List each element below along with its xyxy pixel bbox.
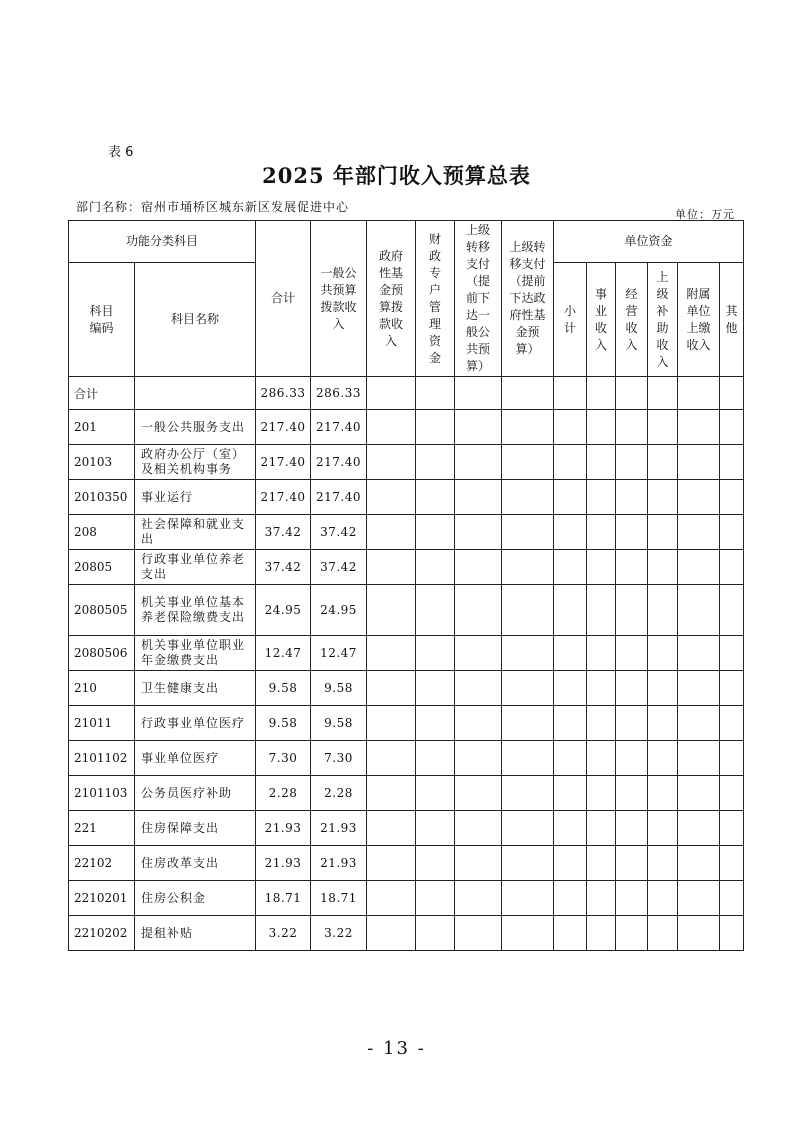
- empty-cell: [616, 410, 648, 445]
- empty-cell: [678, 445, 720, 480]
- empty-cell: [416, 585, 455, 636]
- empty-cell: [648, 671, 678, 706]
- row-total: 7.30: [256, 741, 311, 776]
- empty-cell: [502, 636, 554, 671]
- empty-cell: [455, 846, 502, 881]
- empty-cell: [416, 741, 455, 776]
- row-name: 社会保障和就业支出: [135, 515, 256, 550]
- empty-cell: [648, 636, 678, 671]
- empty-cell: [587, 776, 616, 811]
- empty-cell: [554, 916, 587, 951]
- empty-cell: [587, 846, 616, 881]
- empty-cell: [678, 741, 720, 776]
- empty-cell: [648, 410, 678, 445]
- row-name: 事业运行: [135, 480, 256, 515]
- row-total: 3.22: [256, 916, 311, 951]
- row-total: 286.33: [256, 377, 311, 410]
- empty-cell: [678, 480, 720, 515]
- empty-cell: [616, 377, 648, 410]
- row-name: 住房公积金: [135, 881, 256, 916]
- empty-cell: [554, 585, 587, 636]
- empty-cell: [416, 377, 455, 410]
- row-general-budget: 7.30: [311, 741, 367, 776]
- empty-cell: [416, 515, 455, 550]
- table-row: [69, 636, 744, 671]
- header-fiscal-special: 财政专户管理资金: [416, 221, 455, 377]
- empty-cell: [648, 445, 678, 480]
- row-total: 21.93: [256, 811, 311, 846]
- empty-cell: [455, 776, 502, 811]
- empty-cell: [367, 410, 416, 445]
- empty-cell: [554, 377, 587, 410]
- empty-cell: [455, 410, 502, 445]
- empty-cell: [502, 741, 554, 776]
- row-general-budget: 37.42: [311, 515, 367, 550]
- empty-cell: [416, 881, 455, 916]
- table-row: [69, 846, 744, 881]
- row-general-budget: 37.42: [311, 550, 367, 585]
- empty-cell: [502, 846, 554, 881]
- header-subtotal: 小计: [554, 263, 587, 377]
- row-name: 公务员医疗补助: [135, 776, 256, 811]
- empty-cell: [678, 515, 720, 550]
- empty-cell: [455, 585, 502, 636]
- row-total: 217.40: [256, 410, 311, 445]
- department-name: 部门名称：宿州市埇桥区城东新区发展促进中心: [76, 200, 350, 214]
- header-transfer-general: 上级转移支付（提前下达一般公共预算）: [455, 221, 502, 377]
- empty-cell: [678, 706, 720, 741]
- empty-cell: [455, 480, 502, 515]
- row-name: 提租补贴: [135, 916, 256, 951]
- empty-cell: [720, 480, 744, 515]
- table-row: [69, 585, 744, 636]
- empty-cell: [502, 515, 554, 550]
- empty-cell: [616, 846, 648, 881]
- empty-cell: [678, 636, 720, 671]
- empty-cell: [554, 480, 587, 515]
- empty-cell: [554, 811, 587, 846]
- header-code: 科目编码: [69, 263, 135, 377]
- empty-cell: [502, 377, 554, 410]
- empty-cell: [720, 550, 744, 585]
- table-row: [69, 550, 744, 585]
- empty-cell: [587, 410, 616, 445]
- budget-table: [68, 220, 744, 951]
- empty-cell: [587, 811, 616, 846]
- empty-cell: [720, 445, 744, 480]
- empty-cell: [502, 881, 554, 916]
- empty-cell: [455, 636, 502, 671]
- empty-cell: [416, 410, 455, 445]
- row-general-budget: 9.58: [311, 706, 367, 741]
- page-number: - 13 -: [367, 1038, 426, 1059]
- empty-cell: [720, 515, 744, 550]
- empty-cell: [455, 916, 502, 951]
- header-business-income: 事业收入: [587, 263, 616, 377]
- empty-cell: [367, 706, 416, 741]
- empty-cell: [648, 515, 678, 550]
- empty-cell: [455, 377, 502, 410]
- header-unit-funds-group: 单位资金: [554, 221, 744, 263]
- empty-cell: [678, 811, 720, 846]
- empty-cell: [455, 550, 502, 585]
- empty-cell: [616, 916, 648, 951]
- empty-cell: [554, 706, 587, 741]
- empty-cell: [648, 741, 678, 776]
- empty-cell: [648, 585, 678, 636]
- empty-cell: [720, 585, 744, 636]
- empty-cell: [587, 550, 616, 585]
- empty-cell: [455, 881, 502, 916]
- empty-cell: [416, 916, 455, 951]
- row-total: 9.58: [256, 671, 311, 706]
- row-general-budget: 286.33: [311, 377, 367, 410]
- header-total: 合计: [256, 221, 311, 377]
- empty-cell: [367, 881, 416, 916]
- empty-cell: [587, 515, 616, 550]
- empty-cell: [367, 846, 416, 881]
- row-code: 2101102: [69, 741, 135, 776]
- empty-cell: [455, 741, 502, 776]
- table-row: [69, 916, 744, 951]
- row-code: 合计: [69, 377, 135, 410]
- empty-cell: [367, 916, 416, 951]
- row-code: 2210202: [69, 916, 135, 951]
- empty-cell: [587, 445, 616, 480]
- empty-cell: [648, 480, 678, 515]
- row-general-budget: 217.40: [311, 480, 367, 515]
- empty-cell: [502, 445, 554, 480]
- row-total: 9.58: [256, 706, 311, 741]
- empty-cell: [367, 377, 416, 410]
- empty-cell: [554, 671, 587, 706]
- table-label: 表 6: [108, 145, 134, 160]
- empty-cell: [367, 480, 416, 515]
- table-row: [69, 515, 744, 550]
- row-name: 机关事业单位职业年金缴费支出: [135, 636, 256, 671]
- row-code: 201: [69, 410, 135, 445]
- row-name: 行政事业单位养老支出: [135, 550, 256, 585]
- empty-cell: [455, 515, 502, 550]
- row-total: 37.42: [256, 550, 311, 585]
- empty-cell: [678, 881, 720, 916]
- header-category-group: 功能分类科目: [69, 221, 256, 263]
- empty-cell: [502, 671, 554, 706]
- empty-cell: [367, 776, 416, 811]
- empty-cell: [587, 916, 616, 951]
- empty-cell: [367, 811, 416, 846]
- empty-cell: [678, 550, 720, 585]
- empty-cell: [587, 377, 616, 410]
- row-total: 2.28: [256, 776, 311, 811]
- table-row: [69, 377, 744, 410]
- empty-cell: [678, 846, 720, 881]
- row-total: 217.40: [256, 480, 311, 515]
- row-general-budget: 2.28: [311, 776, 367, 811]
- empty-cell: [720, 846, 744, 881]
- empty-cell: [587, 636, 616, 671]
- empty-cell: [416, 706, 455, 741]
- header-gov-fund: 政府性基金预算拨款收入: [367, 221, 416, 377]
- empty-cell: [587, 706, 616, 741]
- row-name: 住房保障支出: [135, 811, 256, 846]
- empty-cell: [616, 671, 648, 706]
- empty-cell: [678, 776, 720, 811]
- table-row: [69, 776, 744, 811]
- empty-cell: [502, 811, 554, 846]
- row-general-budget: 12.47: [311, 636, 367, 671]
- empty-cell: [554, 550, 587, 585]
- empty-cell: [416, 671, 455, 706]
- empty-cell: [367, 550, 416, 585]
- unit-label: 单位：万元: [675, 208, 735, 221]
- table-row: [69, 881, 744, 916]
- empty-cell: [367, 671, 416, 706]
- empty-cell: [648, 811, 678, 846]
- empty-cell: [416, 550, 455, 585]
- empty-cell: [455, 811, 502, 846]
- row-name: [135, 377, 256, 410]
- row-general-budget: 9.58: [311, 671, 367, 706]
- empty-cell: [616, 776, 648, 811]
- empty-cell: [502, 480, 554, 515]
- empty-cell: [416, 636, 455, 671]
- empty-cell: [648, 776, 678, 811]
- empty-cell: [416, 846, 455, 881]
- empty-cell: [678, 585, 720, 636]
- empty-cell: [616, 585, 648, 636]
- row-name: 一般公共服务支出: [135, 410, 256, 445]
- empty-cell: [616, 741, 648, 776]
- header-general-budget: 一般公共预算拨款收入: [311, 221, 367, 377]
- empty-cell: [587, 671, 616, 706]
- empty-cell: [502, 410, 554, 445]
- empty-cell: [554, 846, 587, 881]
- empty-cell: [616, 706, 648, 741]
- row-total: 21.93: [256, 846, 311, 881]
- row-general-budget: 217.40: [311, 445, 367, 480]
- empty-cell: [416, 480, 455, 515]
- empty-cell: [554, 881, 587, 916]
- empty-cell: [587, 480, 616, 515]
- row-code: 2210201: [69, 881, 135, 916]
- empty-cell: [616, 811, 648, 846]
- row-general-budget: 217.40: [311, 410, 367, 445]
- row-total: 24.95: [256, 585, 311, 636]
- empty-cell: [616, 515, 648, 550]
- empty-cell: [678, 377, 720, 410]
- empty-cell: [554, 515, 587, 550]
- empty-cell: [720, 916, 744, 951]
- empty-cell: [648, 846, 678, 881]
- empty-cell: [502, 776, 554, 811]
- page-title: 2025 年部门收入预算总表: [262, 163, 531, 188]
- row-code: 2010350: [69, 480, 135, 515]
- row-general-budget: 21.93: [311, 811, 367, 846]
- empty-cell: [587, 585, 616, 636]
- empty-cell: [367, 445, 416, 480]
- table-row: [69, 671, 744, 706]
- row-name: 住房改革支出: [135, 846, 256, 881]
- empty-cell: [720, 741, 744, 776]
- empty-cell: [720, 410, 744, 445]
- row-code: 20103: [69, 445, 135, 480]
- empty-cell: [416, 445, 455, 480]
- empty-cell: [367, 515, 416, 550]
- empty-cell: [502, 550, 554, 585]
- empty-cell: [616, 445, 648, 480]
- empty-cell: [416, 811, 455, 846]
- empty-cell: [367, 585, 416, 636]
- table-row: [69, 445, 744, 480]
- empty-cell: [587, 881, 616, 916]
- row-general-budget: 3.22: [311, 916, 367, 951]
- empty-cell: [678, 410, 720, 445]
- empty-cell: [616, 881, 648, 916]
- empty-cell: [720, 377, 744, 410]
- empty-cell: [554, 410, 587, 445]
- empty-cell: [616, 636, 648, 671]
- empty-cell: [587, 741, 616, 776]
- empty-cell: [720, 706, 744, 741]
- row-total: 12.47: [256, 636, 311, 671]
- row-total: 18.71: [256, 881, 311, 916]
- row-name: 行政事业单位医疗: [135, 706, 256, 741]
- empty-cell: [648, 377, 678, 410]
- table-row: [69, 706, 744, 741]
- row-total: 217.40: [256, 445, 311, 480]
- row-code: 2101103: [69, 776, 135, 811]
- empty-cell: [502, 585, 554, 636]
- empty-cell: [648, 881, 678, 916]
- empty-cell: [367, 741, 416, 776]
- empty-cell: [720, 776, 744, 811]
- row-general-budget: 18.71: [311, 881, 367, 916]
- empty-cell: [455, 445, 502, 480]
- empty-cell: [720, 671, 744, 706]
- empty-cell: [648, 550, 678, 585]
- empty-cell: [720, 881, 744, 916]
- row-code: 210: [69, 671, 135, 706]
- row-code: 21011: [69, 706, 135, 741]
- empty-cell: [616, 550, 648, 585]
- row-code: 2080505: [69, 585, 135, 636]
- empty-cell: [367, 636, 416, 671]
- empty-cell: [455, 706, 502, 741]
- empty-cell: [554, 741, 587, 776]
- empty-cell: [554, 636, 587, 671]
- empty-cell: [678, 916, 720, 951]
- table-row: [69, 741, 744, 776]
- empty-cell: [554, 445, 587, 480]
- header-operating-income: 经营收入: [616, 263, 648, 377]
- empty-cell: [648, 706, 678, 741]
- row-name: 机关事业单位基本养老保险缴费支出: [135, 585, 256, 636]
- empty-cell: [616, 480, 648, 515]
- empty-cell: [455, 671, 502, 706]
- empty-cell: [648, 916, 678, 951]
- row-code: 221: [69, 811, 135, 846]
- table-row: [69, 811, 744, 846]
- row-code: 22102: [69, 846, 135, 881]
- empty-cell: [502, 706, 554, 741]
- header-name: 科目名称: [135, 263, 256, 377]
- header-subsidy-income: 上级补助收入: [648, 263, 678, 377]
- empty-cell: [678, 671, 720, 706]
- row-code: 208: [69, 515, 135, 550]
- header-affiliated-income: 附属单位上缴收入: [678, 263, 720, 377]
- row-general-budget: 24.95: [311, 585, 367, 636]
- empty-cell: [720, 811, 744, 846]
- row-code: 2080506: [69, 636, 135, 671]
- header-other: 其他: [720, 263, 744, 377]
- row-total: 37.42: [256, 515, 311, 550]
- row-name: 政府办公厅（室）及相关机构事务: [135, 445, 256, 480]
- row-general-budget: 21.93: [311, 846, 367, 881]
- row-name: 事业单位医疗: [135, 741, 256, 776]
- header-transfer-fund: 上级转移支付（提前下达政府性基金预算）: [502, 221, 554, 377]
- table-row: [69, 480, 744, 515]
- empty-cell: [554, 776, 587, 811]
- empty-cell: [416, 776, 455, 811]
- row-name: 卫生健康支出: [135, 671, 256, 706]
- empty-cell: [502, 916, 554, 951]
- row-code: 20805: [69, 550, 135, 585]
- empty-cell: [720, 636, 744, 671]
- table-row: [69, 410, 744, 445]
